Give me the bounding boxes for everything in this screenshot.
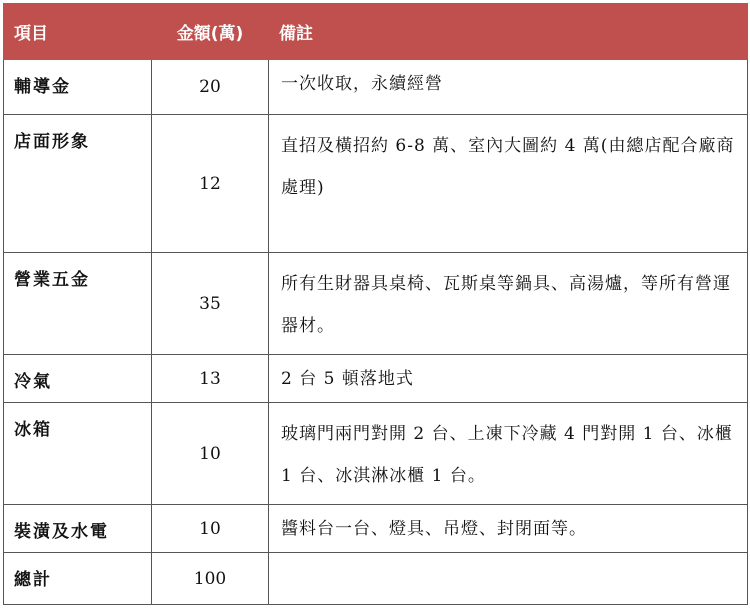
total-amount-cell: 100 xyxy=(152,553,269,605)
note-cell: 醬料台一台、燈具、吊燈、封閉面等。 xyxy=(269,505,748,553)
column-header-note: 備註 xyxy=(269,4,748,60)
amount-cell: 35 xyxy=(152,253,269,355)
header-row xyxy=(4,4,748,60)
column-header-amount: 金額(萬) xyxy=(152,4,269,60)
amount-cell: 10 xyxy=(152,403,269,505)
note-cell: 所有生財器具桌椅、瓦斯桌等鍋具、高湯爐，等所有營運器材。 xyxy=(269,253,748,355)
note-cell: 2 台 5 頓落地式 xyxy=(269,355,748,403)
item-cell: 店面形象 xyxy=(4,115,152,253)
item-cell: 營業五金 xyxy=(4,253,152,355)
item-cell: 裝潢及水電 xyxy=(4,505,152,553)
amount-cell: 12 xyxy=(152,115,269,253)
amount-cell: 13 xyxy=(152,355,269,403)
item-cell: 冷氣 xyxy=(4,355,152,403)
table-row xyxy=(4,355,748,403)
amount-cell: 10 xyxy=(152,505,269,553)
amount-cell: 20 xyxy=(152,60,269,115)
franchise-cost-table xyxy=(3,3,748,605)
total-label-cell: 總計 xyxy=(4,553,152,605)
total-row xyxy=(4,553,748,605)
table-row xyxy=(4,253,748,355)
total-note-cell xyxy=(269,553,748,605)
table-row xyxy=(4,505,748,553)
table-row xyxy=(4,60,748,115)
table-row xyxy=(4,403,748,505)
column-header-item: 項目 xyxy=(4,4,152,60)
item-cell: 冰箱 xyxy=(4,403,152,505)
note-cell: 玻璃門兩門對開 2 台、上凍下冷藏 4 門對開 1 台、冰櫃 1 台、冰淇淋冰櫃 1 台。 xyxy=(269,403,748,505)
item-cell: 輔導金 xyxy=(4,60,152,115)
note-cell: 一次收取，永續經營 xyxy=(269,60,748,115)
table-row xyxy=(4,115,748,253)
note-cell: 直招及橫招約 6-8 萬、室內大圖約 4 萬(由總店配合廠商處理) xyxy=(269,115,748,253)
